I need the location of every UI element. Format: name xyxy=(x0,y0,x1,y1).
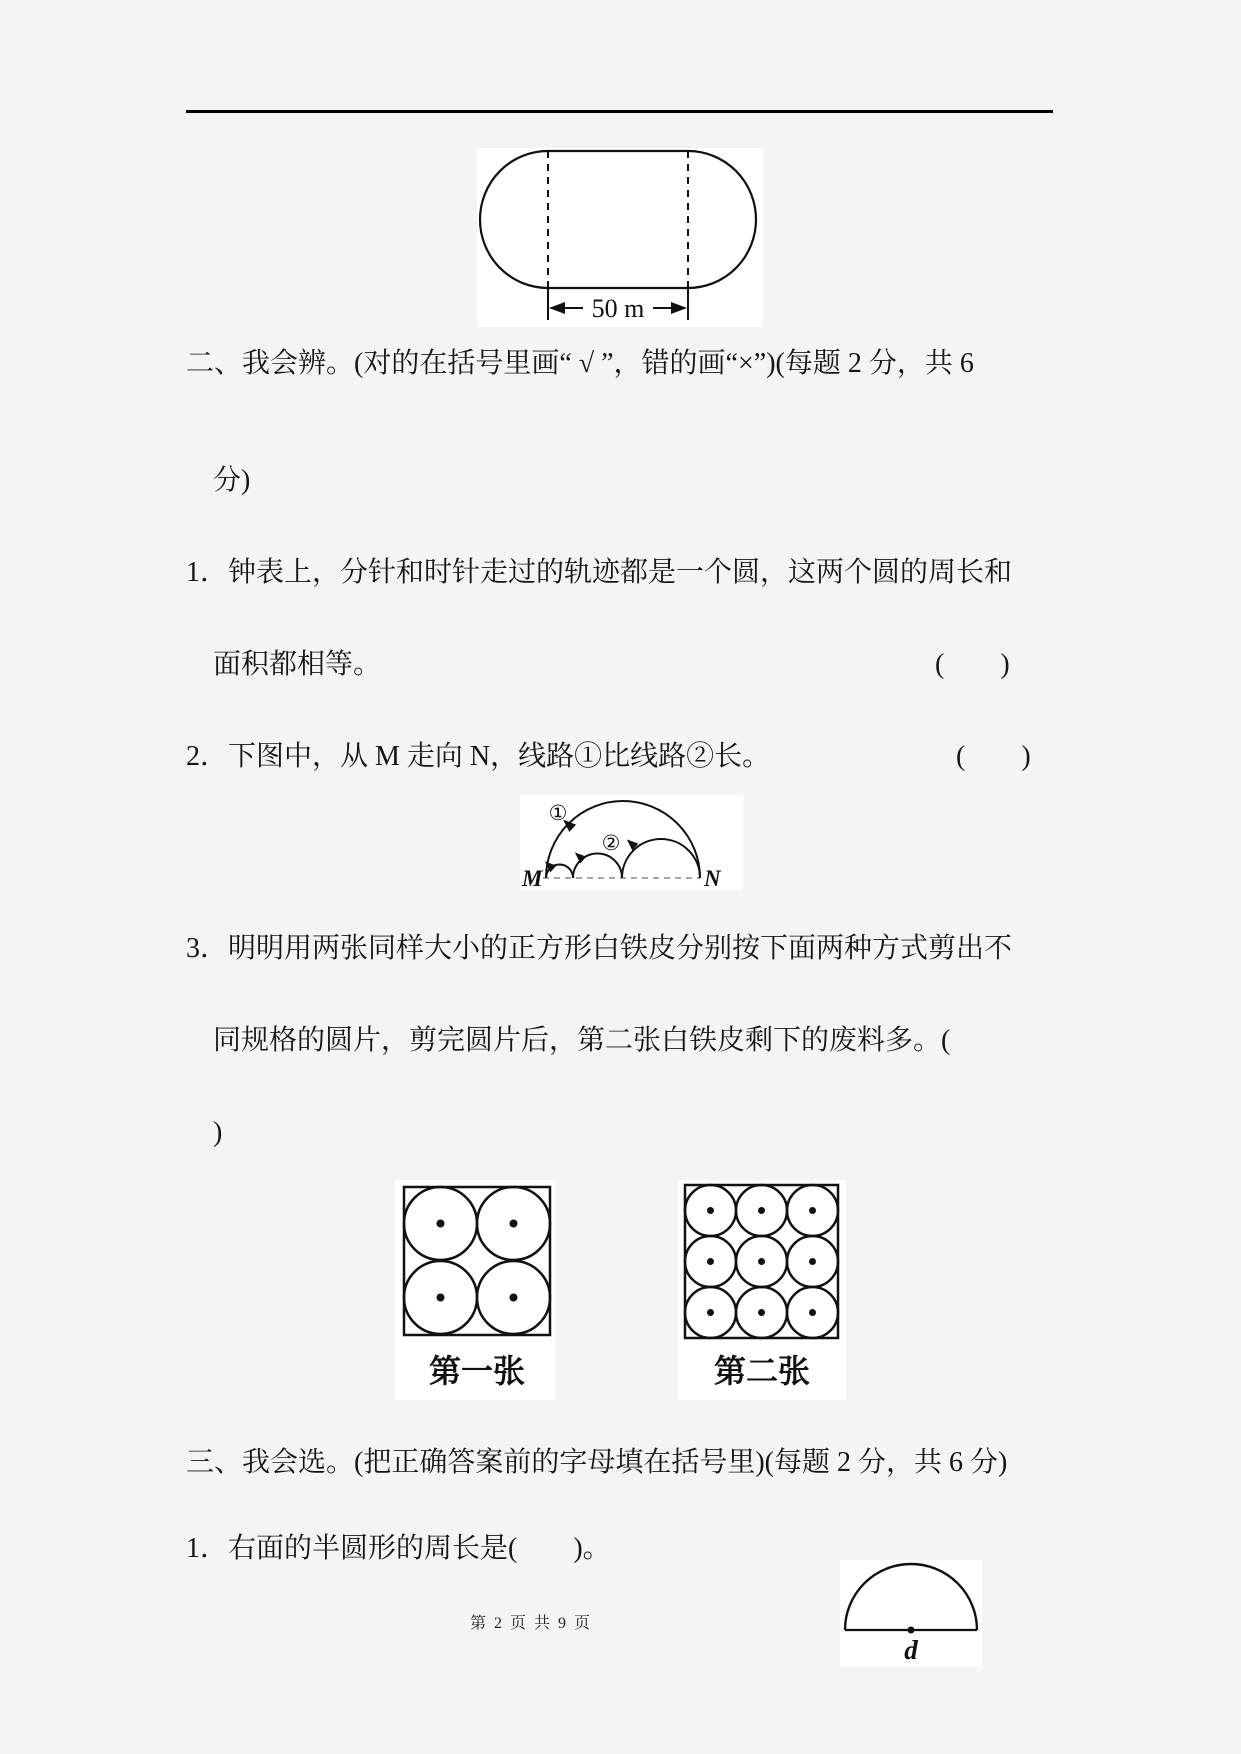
section3-header: 三、我会选。(把正确答案前的字母填在括号里)(每题 2 分，共 6 分) xyxy=(186,1447,1008,1478)
circle-center-dot xyxy=(437,1294,445,1302)
s2-q3-line3: ) xyxy=(213,1117,223,1148)
s2-q3-line1: 3．明明用两张同样大小的正方形白铁皮分别按下面两种方式剪出不 xyxy=(186,933,1013,964)
header-rule xyxy=(186,110,1053,113)
point-n-label: N xyxy=(704,866,721,890)
routes-figure-svg xyxy=(520,795,743,890)
route1-label: ① xyxy=(548,801,568,825)
figure-semicircle xyxy=(840,1560,982,1667)
semicircle-arc xyxy=(845,1564,977,1630)
track-figure-svg xyxy=(477,148,763,327)
track-outline xyxy=(480,151,756,288)
route2-label: ② xyxy=(601,831,621,855)
point-m-label: M xyxy=(522,866,543,890)
s2-q1-line1: 1．钟表上，分针和时针走过的轨迹都是一个圆，这两个圆的周长和 xyxy=(186,557,1013,588)
page-number-footer: 第 2 页 共 9 页 xyxy=(470,1615,593,1632)
arrow-left-icon xyxy=(549,302,565,314)
s2-q1-line2: 面积都相等。 xyxy=(213,649,382,680)
s3-q1-line: 1．右面的半圆形的周长是( )。 xyxy=(186,1533,611,1564)
figure-first-sheet xyxy=(395,1180,555,1400)
diameter-label: d xyxy=(904,1635,918,1665)
figure-track xyxy=(477,148,763,327)
circle-center-dot xyxy=(510,1294,518,1302)
first-sheet-svg xyxy=(395,1180,555,1400)
s2-q1-answer-bracket: ( ) xyxy=(935,649,1010,680)
circle-center-dot xyxy=(437,1220,445,1228)
semicircle-svg xyxy=(840,1560,982,1667)
first-sheet-square xyxy=(404,1187,550,1335)
second-sheet-label: 第二张 xyxy=(713,1353,811,1389)
s2-q2-answer-bracket: ( ) xyxy=(956,741,1031,772)
figure-routes xyxy=(520,795,743,890)
semicircle-center-dot xyxy=(908,1627,915,1634)
second-sheet-svg xyxy=(678,1180,846,1400)
s2-q3-line2: 同规格的圆片，剪完圆片后，第二张白铁皮剩下的废料多。( xyxy=(213,1025,951,1056)
section2-header-line1: 二、我会辨。(对的在括号里画“ √ ”，错的画“×”)(每题 2 分，共 6 xyxy=(186,348,974,379)
s2-q2-line: 2．下图中，从 M 走向 N，线路①比线路②长。 xyxy=(186,741,771,772)
track-dimension-label: 50 m xyxy=(591,294,645,323)
section2-header-line2: 分) xyxy=(213,465,251,496)
first-sheet-label: 第一张 xyxy=(428,1353,526,1389)
arrow-right-icon xyxy=(671,302,687,314)
second-sheet-center-dots xyxy=(707,1207,816,1316)
figure-second-sheet xyxy=(678,1180,846,1400)
circle-center-dot xyxy=(510,1220,518,1228)
